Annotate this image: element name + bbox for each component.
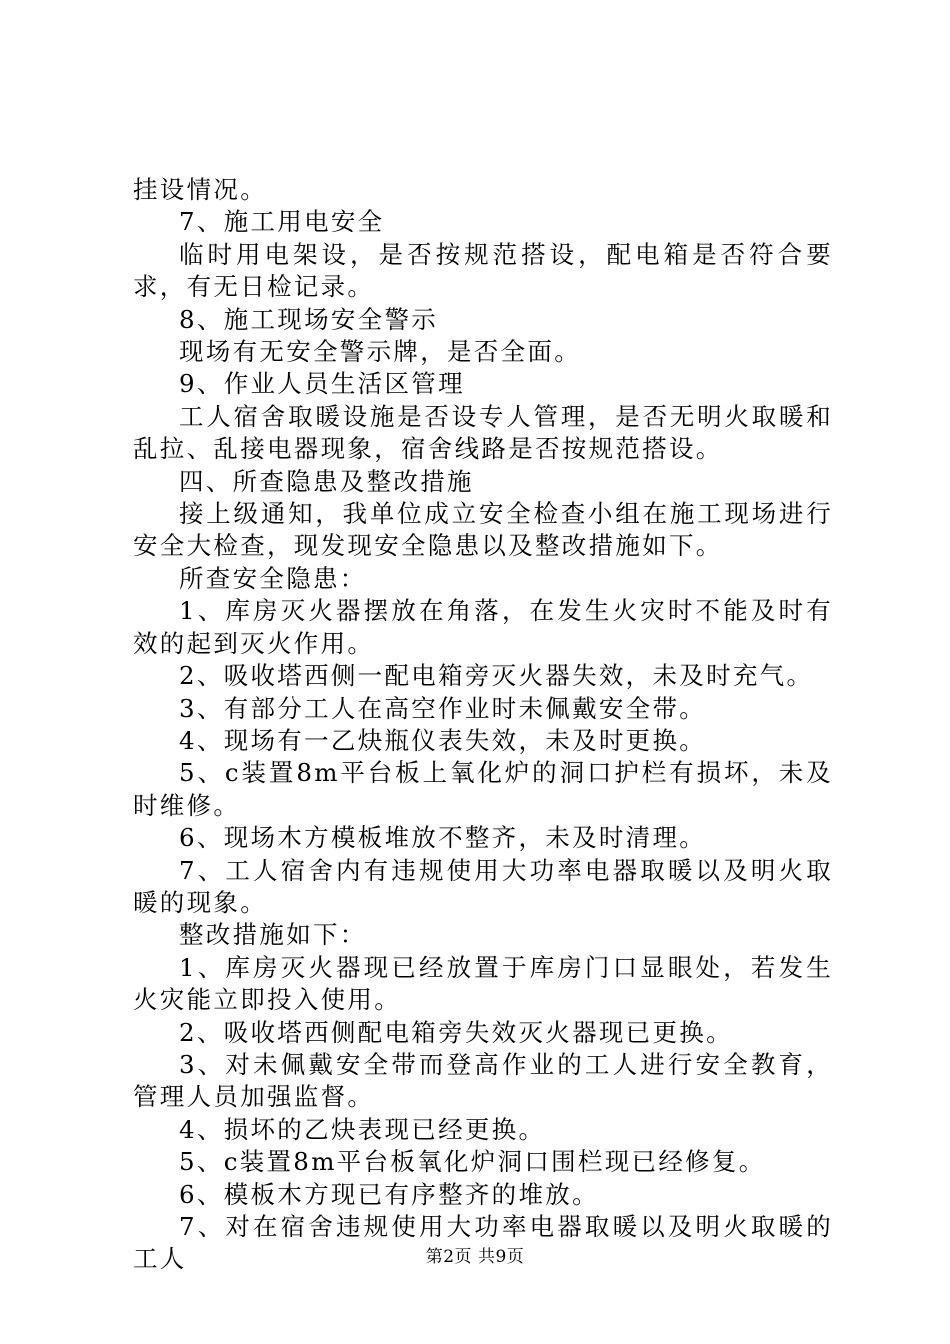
list-item: 4、现场有一乙炔瓶仪表失效，未及时更换。: [179, 725, 707, 755]
paragraph: 现场有无安全警示牌，是否全面。: [179, 337, 581, 367]
list-item: 1、库房灭火器摆放在角落，在发生火灾时不能及时有效的起到灭火作用。: [133, 596, 833, 658]
list-item: 5、c装置8m平台板氧化炉洞口围栏现已经修复。: [179, 1147, 766, 1177]
section-heading: 9、作业人员生活区管理: [179, 369, 465, 399]
section-heading: 8、施工现场安全警示: [179, 304, 439, 334]
paragraph: 临时用电架设，是否按规范搭设，配电箱是否符合要求，有无日检记录。: [133, 239, 833, 302]
paragraph: 挂设情况。: [133, 175, 267, 204]
page-footer: 第2页 共9页: [425, 1247, 525, 1267]
document-body: [133, 174, 833, 1276]
subsection-heading: 整改措施如下：: [179, 920, 367, 950]
list-item: 5、c装置8m平台板上氧化炉的洞口护栏有损坏，未及时维修。: [133, 758, 833, 820]
paragraph: 接上级通知，我单位成立安全检查小组在施工现场进行安全大检查，现发现安全隐患以及整改措施如下。: [133, 499, 833, 561]
list-item: 3、对未佩戴安全带而登高作业的工人进行安全教育，管理人员加强监督。: [133, 1049, 833, 1112]
list-item: 6、模板木方现已有序整齐的堆放。: [179, 1179, 599, 1209]
paragraph: 工人宿舍取暖设施是否设专人管理，是否无明火取暖和乱拉、乱接电器现象，宿舍线路是否按规范搭设。: [133, 401, 833, 464]
list-item: 7、对在宿舍违规使用大功率电器取暖以及明火取暖的工人: [133, 1212, 833, 1274]
list-item: 3、有部分工人在高空作业时未佩戴安全带。: [179, 693, 707, 723]
section-heading: 四、所查隐患及整改措施: [179, 466, 474, 496]
list-item: 2、吸收塔西侧配电箱旁失效灭火器现已更换。: [179, 1017, 733, 1047]
list-item: 1、库房灭火器现已经放置于库房门口显眼处，若发生火灾能立即投入使用。: [133, 952, 833, 1015]
list-item: 6、现场木方模板堆放不整齐，未及时清理。: [179, 823, 707, 853]
list-item: 2、吸收塔西侧一配电箱旁灭火器失效，未及时充气。: [179, 661, 814, 691]
list-item: 7、工人宿舍内有违规使用大功率电器取暖以及明火取暖的现象。: [133, 855, 833, 917]
subsection-heading: 所查安全隐患：: [179, 563, 367, 593]
section-heading: 7、施工用电安全: [179, 207, 385, 237]
list-item: 4、损坏的乙炔表现已经更换。: [179, 1114, 546, 1144]
